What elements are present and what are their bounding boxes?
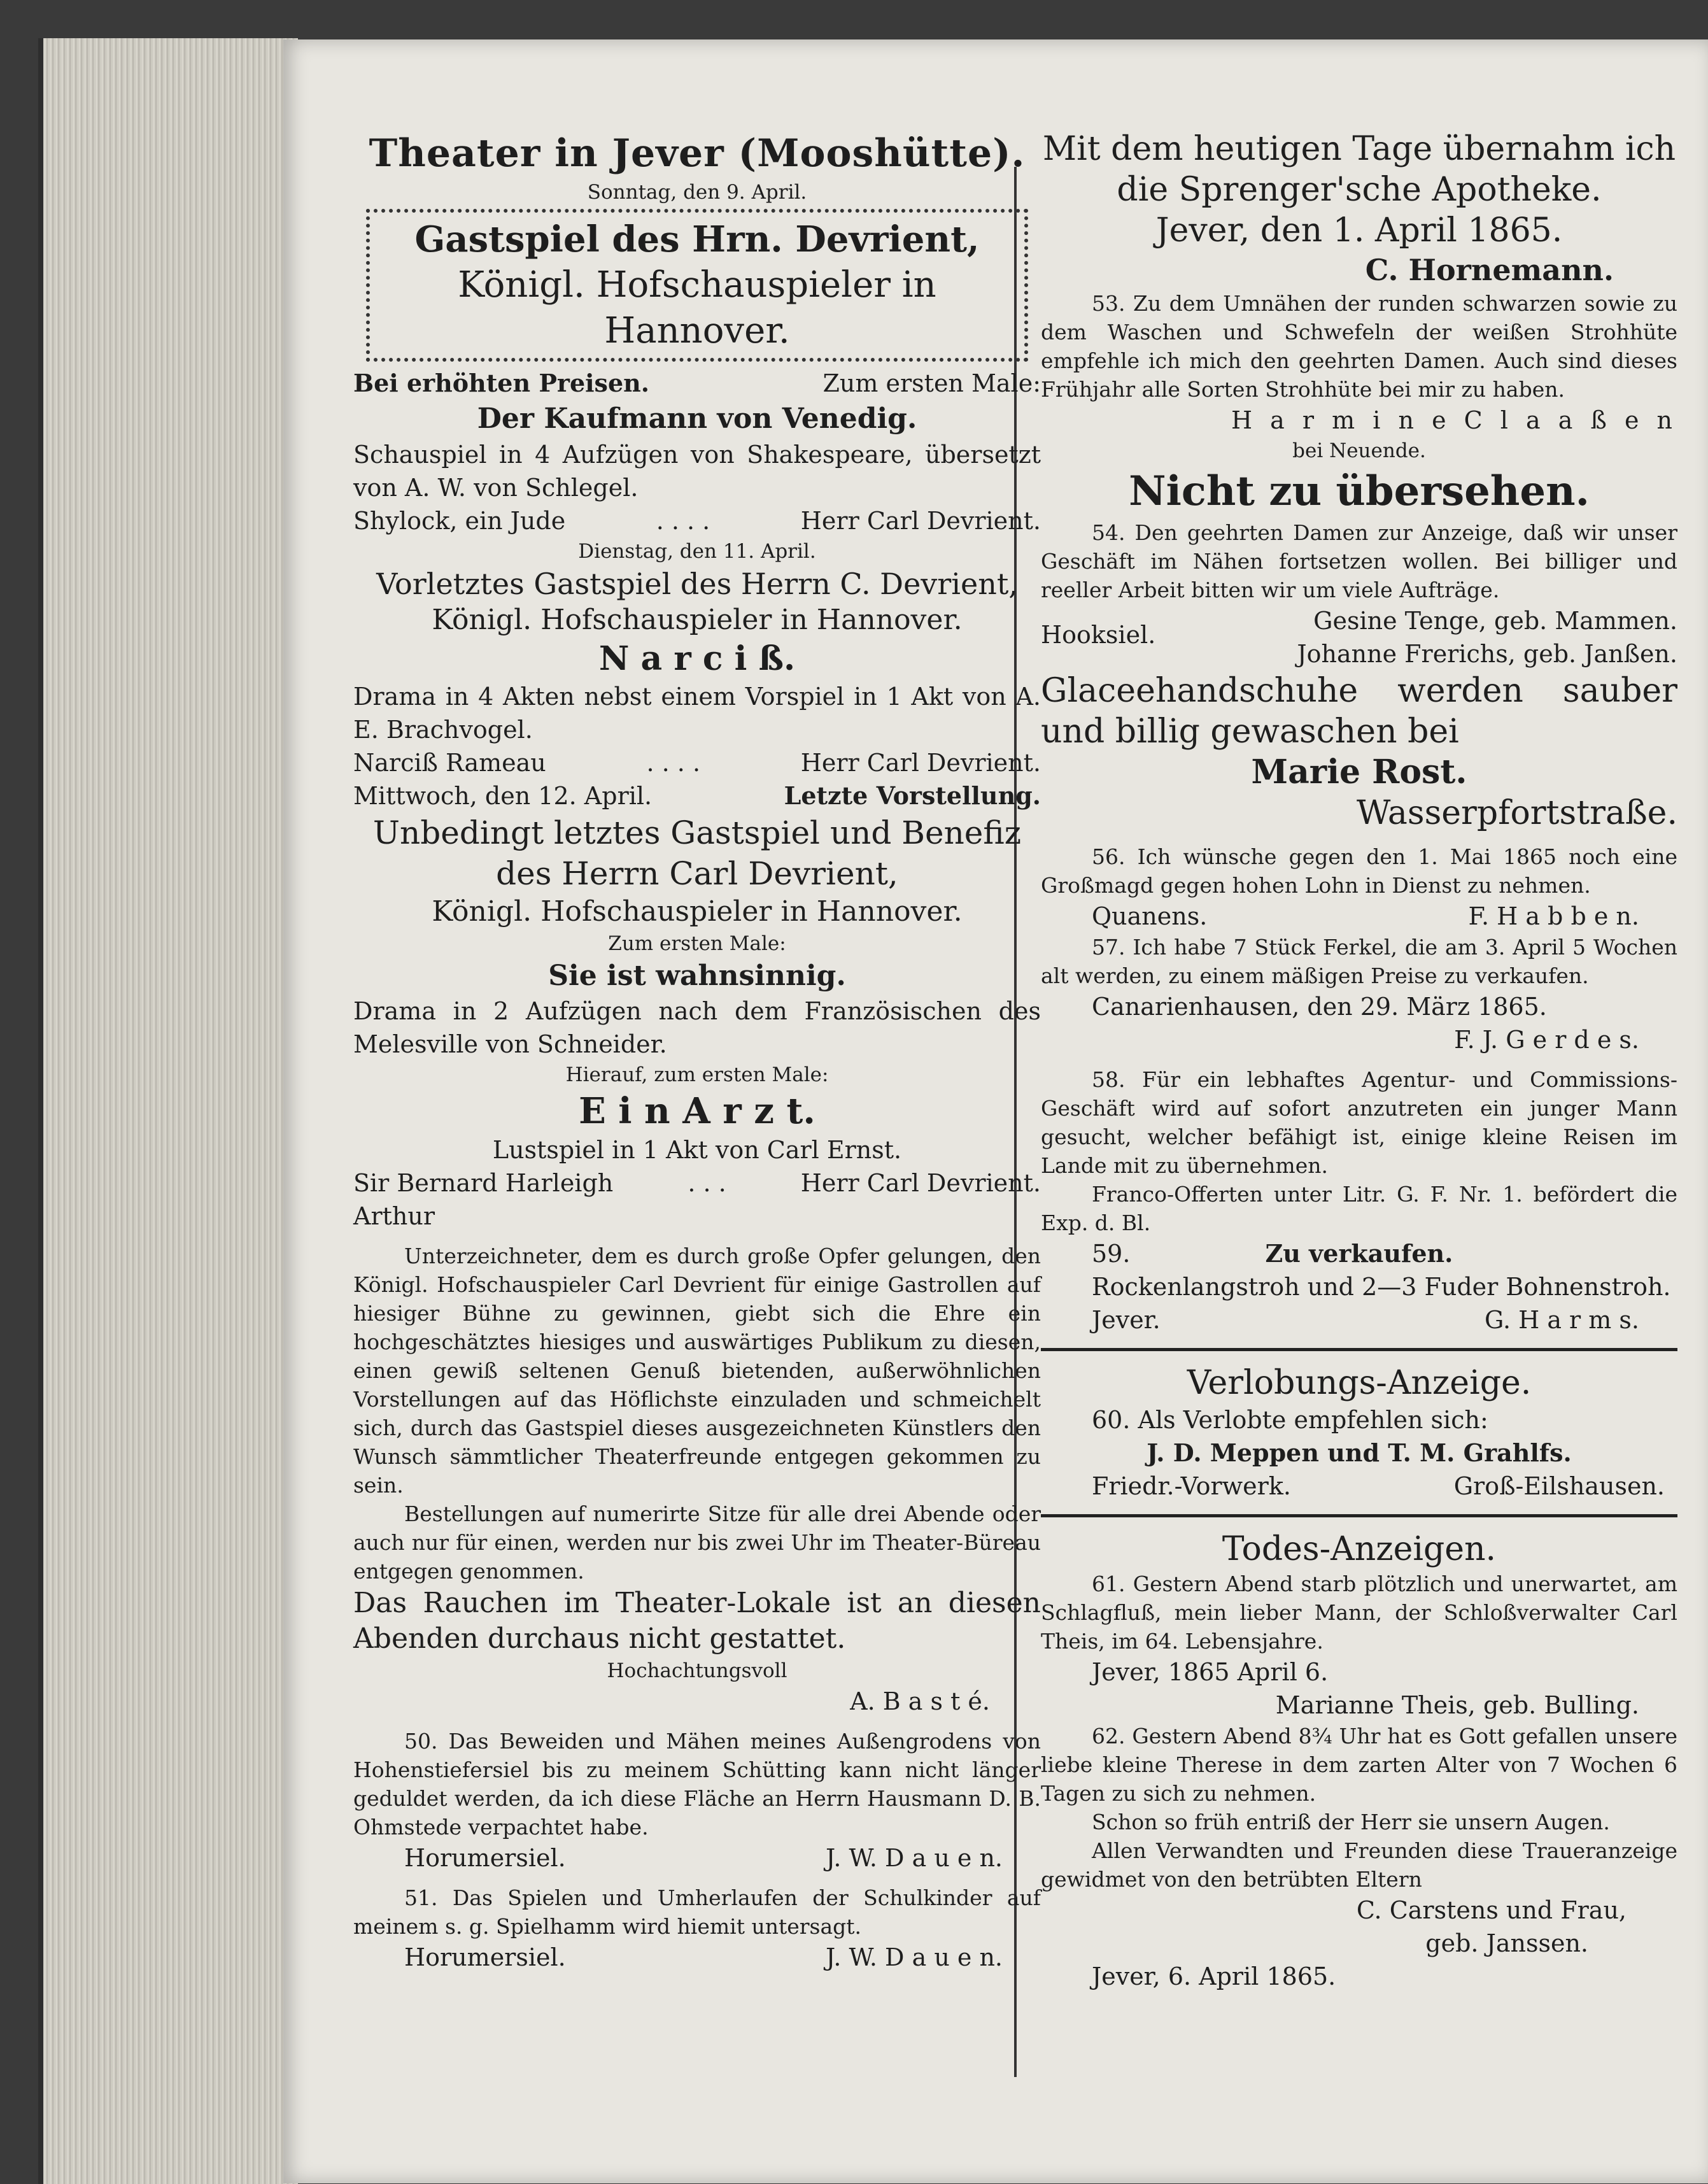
gloves-ad: Glaceehandschuhe werden sauber und billig gewaschen bei — [1041, 672, 1677, 751]
play1-title: Der Kaufmann von Venedig. — [477, 402, 917, 435]
thereafter-note: Hierauf, zum ersten Male: — [565, 1063, 829, 1086]
ad-51-place: Horumersiel. — [404, 1943, 566, 1971]
book-page-edges — [38, 38, 298, 2184]
date-wednesday-line — [353, 779, 1041, 812]
first-time-again: Zum ersten Male: — [608, 932, 786, 955]
second-last-guest: Vorletztes Gastspiel des Herrn C. Devrient, — [376, 567, 1018, 601]
ad-59-sign — [1041, 1303, 1677, 1337]
pharmacy-owner: C. Hornemann. — [1365, 253, 1614, 287]
play1-desc: Schauspiel in 4 Aufzügen von Shakespeare, übersetzt von A. W. von Schlegel. — [353, 441, 1041, 502]
benefit-court-actor: Königl. Hofschauspieler in Hannover. — [432, 895, 963, 928]
date-tuesday: Dienstag, den 11. April. — [578, 540, 816, 563]
gloves-name: Marie Rost. — [1251, 753, 1467, 791]
right-column — [1041, 129, 1677, 1993]
ad-59-place: Jever. — [1092, 1306, 1161, 1334]
ad-60-place-b: Groß-Eilshausen. — [1453, 1472, 1665, 1500]
ad-54-sign — [1041, 604, 1677, 670]
ad-58-text: 58. Für ein lebhaftes Agentur- und Commissions-Geschäft wird auf sofort anzutreten ein junger Mann gesucht, welcher befähigt ist, einige kleine Reisen im Lande mit zu übernehmen. — [1041, 1067, 1677, 1178]
pharmacy-date: Jever, den 1. April 1865. — [1155, 211, 1563, 250]
ad-56-text: 56. Ich wünsche gegen den 1. Mai 1865 noch eine Großmagd gegen hohen Lohn in Dienst zu nehmen. — [1041, 844, 1677, 898]
engagement-heading: Verlobungs-Anzeige. — [1187, 1364, 1532, 1402]
first-time-note: Zum ersten Male: — [822, 369, 1041, 397]
play1-role-name: Shylock, ein Jude — [353, 507, 566, 535]
guest-banner-frame — [366, 209, 1028, 362]
ad-53-place: bei Neuende. — [1292, 439, 1426, 462]
death-heading: Todes-Anzeigen. — [1222, 1530, 1497, 1568]
play2-desc: Drama in 4 Akten nebst einem Vorspiel in 1 Akt von A. E. Brachvogel. — [353, 683, 1041, 744]
play4-role-name2: Arthur — [353, 1202, 435, 1230]
ad-59-heading — [1041, 1237, 1677, 1270]
regards: Hochachtungsvoll — [607, 1659, 787, 1682]
theater-title: Theater in Jever (Mooshütte). — [369, 131, 1026, 176]
ad-61-date: Jever, 1865 April 6. — [1092, 1658, 1329, 1686]
guest-banner-line2: Königl. Hofschauspieler in — [458, 264, 936, 306]
orders-notice: Bestellungen auf numerirte Sitze für alle drei Abende oder auch nur für einen, werden nur bis zwei Uhr im Theater-Büreau entgegen genommen. — [353, 1501, 1041, 1584]
play3-title: Sie ist wahnsinnig. — [548, 960, 846, 992]
ad-62-text-c: Allen Verwandten und Freunden diese Traueranzeige gewidmet von den betrübten Eltern — [1041, 1838, 1677, 1892]
ad-62-text-b: Schon so früh entriß der Herr sie unsern Augen. — [1092, 1810, 1610, 1834]
play1-role-actor: Herr Carl Devrient. — [800, 507, 1041, 535]
ad-54-text: 54. Den geehrten Damen zur Anzeige, daß wir unser Geschäft im Nähen fortsetzen wollen. Bei billiger und reeller Arbeit bitten wir um viele Aufträge. — [1041, 520, 1677, 602]
ad-59-title: Zu verkaufen. — [1265, 1239, 1453, 1268]
left-column — [353, 129, 1041, 1974]
play4-role-actor: Herr Carl Devrient. — [800, 1169, 1041, 1197]
ad-61-name: Marianne Theis, geb. Bulling. — [1275, 1691, 1639, 1719]
play2-role-dots: . . . . — [646, 749, 701, 777]
ad-53-text: 53. Zu dem Umnähen der runden schwarzen sowie zu dem Waschen und Schwefeln der weißen Strohhüte empfehle ich mich den geehrten Damen. Auch sind dieses Frühjahr alle Sorten Strohhüte bei mir zu haben. — [1041, 291, 1677, 402]
ad-50-place: Horumersiel. — [404, 1844, 566, 1872]
ad-60-place-a: Friedr.-Vorwerk. — [1092, 1472, 1291, 1500]
play3-desc: Drama in 2 Aufzügen nach dem Französischen des Melesville von Schneider. — [353, 997, 1041, 1058]
play1-role-dots: . . . . — [656, 507, 710, 535]
price-note: Bei erhöhten Preisen. — [353, 369, 649, 397]
play2-role-actor: Herr Carl Devrient. — [800, 749, 1041, 777]
ad-50-text: 50. Das Beweiden und Mähen meines Außengrodens von Hohenstiefersiel bis zu meinem Schütting kann nicht länger geduldet werden, da ich diese Fläche an Herrn Hausmann D. B. Ohmstede verpachtet habe. — [353, 1729, 1041, 1840]
play2-role — [353, 746, 1041, 779]
ad-57-name: F. J. G e r d e s. — [1454, 1026, 1639, 1054]
ad-62-text: 62. Gestern Abend 8¾ Uhr hat es Gott gefallen unsere liebe kleine Therese in dem zarten Alter von 7 Wochen 6 Tagen zu sich zu nehmen. — [1041, 1724, 1677, 1806]
not-overlook-heading: Nicht zu übersehen. — [1129, 467, 1590, 515]
ad-56-name: F. H a b b e n. — [1468, 902, 1639, 930]
ad-62-date: Jever, 6. April 1865. — [1092, 1962, 1336, 1990]
play4-roles — [353, 1166, 1041, 1233]
ad-54-place: Hooksiel. — [1041, 621, 1156, 649]
ad-54-name2: Johanne Frerichs, geb. Janßen. — [1297, 640, 1677, 668]
guest-banner-line3: Hannover. — [604, 310, 790, 351]
ad-54-name1: Gesine Tenge, geb. Mammen. — [1313, 607, 1677, 635]
ad-56-place: Quanens. — [1092, 902, 1208, 930]
play4-desc: Lustspiel in 1 Akt von Carl Ernst. — [492, 1136, 902, 1164]
ad-53-name: H a r m i n e C l a a ß e n — [1231, 406, 1677, 434]
ad-60-text: 60. Als Verlobte empfehlen sich: — [1092, 1406, 1488, 1434]
ad-61-text: 61. Gestern Abend starb plötzlich und unerwartet, am Schlagfluß, mein lieber Mann, der Schloßverwalter Carl Theis, im 64. Lebensjahre. — [1041, 1571, 1677, 1654]
smoking-notice: Das Rauchen im Theater-Lokale ist an diesen Abenden durchaus nicht gestattet. — [353, 1587, 1041, 1655]
section-rule-2 — [1041, 1514, 1677, 1517]
gloves-street: Wasserpfortstraße. — [1356, 794, 1677, 832]
ad-51-name: J. W. D a u e n. — [826, 1943, 1003, 1971]
director-notice: Unterzeichneter, dem es durch große Opfer gelungen, den Königl. Hofschauspieler Carl Devrient für einige Gastrollen auf hiesiger Bühne zu gewinnen, giebt sich die Ehre ein hochgeschätztes hiesiges und auswärtiges Publikum zu diesen, einen gewiß seltenen Genuß bietenden, außerwöhnlichen Vorstellungen auf das Höflichste einzuladen und schmeichelt sich, durch das Gastspiel dieses ausgezeichneten Künstlers den Wunsch sämmtlicher Theaterfreunde entgegen gekommen zu sein. — [353, 1244, 1041, 1498]
play2-role-name: Narciß Rameau — [353, 749, 546, 777]
ad-57-text: 57. Ich habe 7 Stück Ferkel, die am 3. April 5 Wochen alt werden, zu einem mäßigen Preise zu verkaufen. — [1041, 935, 1677, 988]
ad-51-text: 51. Das Spielen und Umherlaufen der Schulkinder auf meinem s. g. Spielhamm wird hiemit untersagt. — [353, 1885, 1041, 1939]
ad-62-name1: C. Carstens und Frau, — [1356, 1896, 1627, 1924]
benefit-heading: Unbedingt letztes Gastspiel und Benefiz des Herrn Carl Devrient, — [372, 814, 1022, 892]
play4-role-names — [353, 1166, 613, 1233]
ad-54-names — [1297, 604, 1677, 670]
ad-59-number: 59. — [1092, 1240, 1131, 1268]
ad-60-names: J. D. Meppen und T. M. Grahlfs. — [1147, 1438, 1572, 1467]
ad-51-sign — [353, 1941, 1041, 1974]
play1-role — [353, 504, 1041, 537]
court-actor: Königl. Hofschauspieler in Hannover. — [432, 604, 963, 636]
pharmacy-notice: Mit dem heutigen Tage übernahm ich die Sprenger'sche Apotheke. — [1042, 130, 1676, 209]
ad-56-sign — [1041, 900, 1677, 933]
play4-title: E i n A r z t. — [579, 1090, 815, 1132]
director-signature: A. B a s t é. — [850, 1687, 990, 1715]
last-performance: Letzte Vorstellung. — [784, 781, 1041, 810]
ad-62-name2: geb. Janssen. — [1425, 1929, 1588, 1957]
newspaper-page — [283, 39, 1708, 2183]
play2-title: N a r c i ß. — [598, 639, 796, 678]
ad-57-date: Canarienhausen, den 29. März 1865. — [1092, 993, 1547, 1021]
ad-50-sign — [353, 1841, 1041, 1875]
date-wednesday: Mittwoch, den 12. April. — [353, 782, 653, 810]
ad-58-offers: Franco-Offerten unter Litr. G. F. Nr. 1. befördert die Exp. d. Bl. — [1041, 1182, 1677, 1235]
play4-role-name1: Sir Bernard Harleigh — [353, 1169, 614, 1197]
ad-60-places — [1041, 1470, 1677, 1503]
ad-59-text: Rockenlangstroh und 2—3 Fuder Bohnenstroh. — [1092, 1273, 1671, 1301]
date-sunday: Sonntag, den 9. April. — [587, 181, 807, 204]
ad-59-name: G. H a r m s. — [1484, 1306, 1639, 1334]
play4-role-dots: . . . — [688, 1169, 726, 1197]
guest-banner-line1: Gastspiel des Hrn. Devrient, — [414, 218, 980, 260]
price-line — [353, 367, 1041, 400]
section-rule-1 — [1041, 1348, 1677, 1351]
ad-50-name: J. W. D a u e n. — [826, 1844, 1003, 1872]
